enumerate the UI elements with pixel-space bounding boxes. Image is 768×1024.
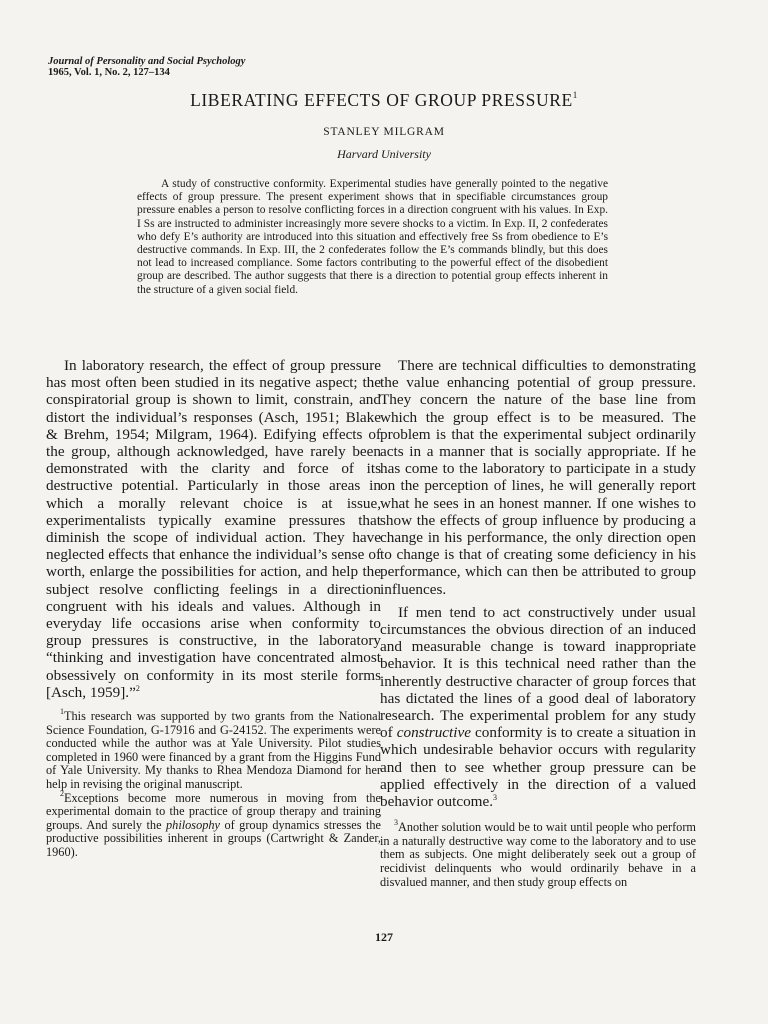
paragraph-text: In laboratory research, the effect of group pressure has most often been studied in its negative aspect; the conspiratorial group is shown to limit, constrain, and distort the individual’s responses (Asch, 1951; Blake & Brehm, 1954; Milgram, 1964). Edifying effects of the group, although acknowledged, have rarely been demonstrated with the clarity and force of its destructive potential. Particularly in those areas in which a morally relevant choice is at issue, experimentalists typically examine pressures that diminish the scope of individual action. They have neglected effects that enhance the individual’s sense of worth, enlarge the possibilities for action, and help the subject resolve conflicting feelings in a direction congruent with his ideals and values. Although in everyday life occasions arise when conformity to group pressures is constructive, in the laboratory “thinking and investigation have concentrated almost obsessively on conformity in its most sterile forms [Asch, 1959].” (46, 357, 381, 701)
footnote-text: Exceptions become more numerous in moving from the experimental domain to the practice of group therapy and training groups. And surely the (46, 790, 381, 832)
footnote-text: This research was supported by two grants from the National Science Foundation, G-17916 and G-24152. The experiments were conducted while the author was at Yale University. Pilot studies completed in 1960 were financed by a grant from the Higgins Fund of Yale University. My thanks to Rhea Mendoza Diamond for her help in revising the original manuscript. (46, 709, 381, 792)
author-name: STANLEY MILGRAM (323, 126, 445, 138)
footnote-2 (46, 788, 381, 860)
abstract: A study of constructive conformity. Experimental studies have generally pointed to the negative effects of group pressure. The present experiment shows that in specifiable circumstances group pressure enables a person to resolve conflicting forces in a direction congruent with his values. In Exp. I Ss are instructed to administer increasingly more severe shocks to a victim. In Exp. II, 2 confederates who defy E’s authority are introduced into this situation and effectively free Ss from obedience to E’s destructive commands. In Exp. III, the 2 confederates follow the E’s commands blindly, but this does not lead to increased compliance. Some factors contributing to the powerful effect of the disobedient group are described. The author suggests that there is a direction to potential group effects inherent in the structure of a given social field. (137, 178, 608, 296)
footnote-mark: 2 (60, 788, 64, 798)
footnote-mark: 3 (394, 818, 398, 828)
footnote-ref-2: 2 (135, 683, 140, 693)
author-affiliation: Harvard University (337, 147, 431, 161)
body-paragraph (46, 357, 381, 701)
journal-citation: 1965, Vol. 1, No. 2, 127–134 (48, 67, 170, 78)
article-title (0, 90, 768, 111)
right-column (380, 357, 696, 889)
footnote-text: of group dynamics stresses the productive possibilities inherent in groups (Cartwright & Zander, 1960). (46, 817, 381, 859)
body-paragraph: There are technical difficulties to demonstrating the value enhancing potential of group pressure. They concern the nature of the base line from which the group effect is to be measured. The problem is that the experimental subject ordinarily acts in a manner that is socially appropriate. If he has come to the laboratory to participate in a study on the perception of lines, he will generally report what he sees in an honest manner. If one wishes to show the effects of group influence by producing a change in his performance, the only direction open to change is that of creating some deficiency in his performance, which can then be attributed to group influences. (380, 357, 696, 598)
italic-term: constructive (396, 724, 471, 742)
article-title-text: LIBERATING EFFECTS OF GROUP PRESSURE (190, 90, 573, 110)
footnote-3 (380, 818, 696, 889)
footnote-1 (46, 707, 381, 792)
footnote-mark: 1 (60, 707, 64, 717)
footnote-ref-3: 3 (493, 793, 498, 803)
title-footnote-mark: 1 (572, 90, 578, 100)
body-paragraph (380, 604, 696, 810)
paragraph-text: conformity is to create a situation in which undesirable behavior occurs with regularity and then to see whether group pressure can be applied effectively in the direction of a valued behavior outcome. (380, 724, 696, 811)
footnote-italic: philosophy (166, 817, 220, 832)
left-column (46, 357, 381, 860)
journal-name: Journal of Personality and Social Psychology (48, 56, 246, 67)
paragraph-text: If men tend to act constructively under usual circumstances the obvious direction of an induced and measurable change is toward inappropriate behavior. It is this technical need rather than the inherently destructive character of group forces that has dictated the lines of a good deal of laboratory research. The experimental problem for any study of (380, 603, 696, 742)
journal-header (48, 56, 245, 78)
footnote-text: Another solution would be to wait until people who perform in a naturally destructive way come to the laboratory and to use them as subjects. One might deliberately seek out a group of recidivist delinquents who would ordinarily behave in a disvalued manner, and then study group effects on (380, 820, 696, 889)
page-number: 127 (375, 930, 393, 944)
